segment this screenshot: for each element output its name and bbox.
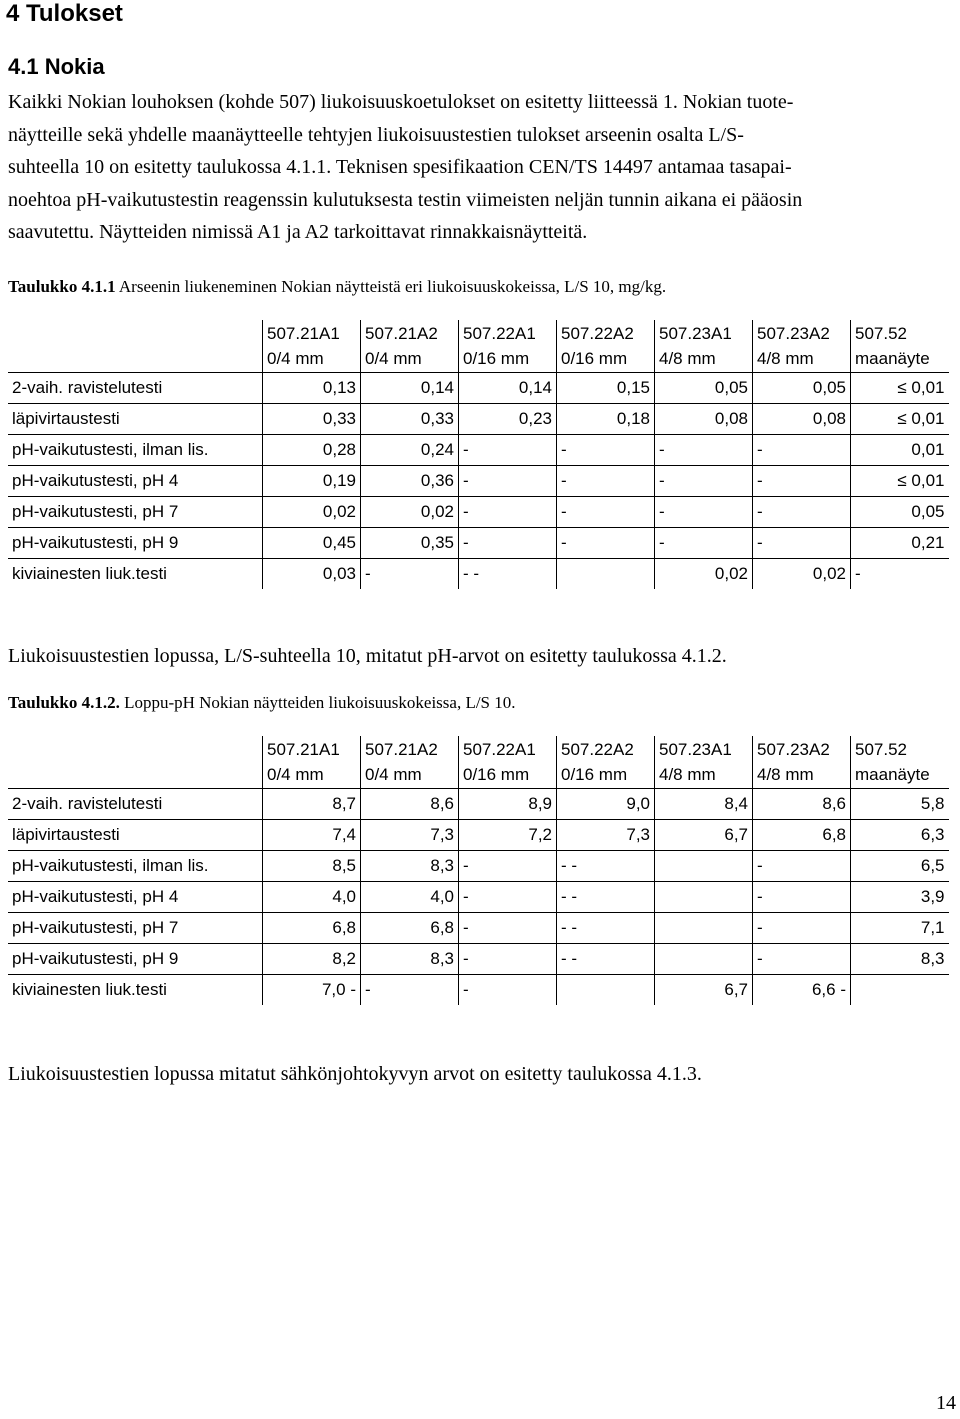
table-cell xyxy=(655,913,753,944)
table-cell xyxy=(655,944,753,975)
row-label: pH-vaikutustesti, pH 7 xyxy=(8,913,263,944)
table-cell: - xyxy=(753,913,851,944)
sample-id: 507.52 xyxy=(855,740,907,759)
column-header xyxy=(753,736,851,789)
table-cell: - xyxy=(753,944,851,975)
table-cell: - - xyxy=(557,851,655,882)
paragraph-line: Kaikki Nokian louhoksen (kohde 507) liukoisuuskoetulokset on esitetty liitteessä 1. Nokian tuote- xyxy=(8,91,794,113)
table-cell: - xyxy=(459,882,557,913)
table-cell: - xyxy=(753,851,851,882)
table-cell: ≤ 0,01 xyxy=(851,373,949,404)
intro-paragraph xyxy=(8,86,954,249)
sample-fraction: maanäyte xyxy=(855,349,930,368)
table2-caption xyxy=(8,693,516,713)
sample-id: 507.22A2 xyxy=(561,740,634,759)
table-cell: 0,01 xyxy=(851,435,949,466)
table-row xyxy=(8,789,949,820)
table-cell: 8,7 xyxy=(263,789,361,820)
sample-fraction: 0/16 mm xyxy=(561,765,628,784)
table-cell: - xyxy=(557,497,655,528)
sample-fraction: maanäyte xyxy=(855,765,930,784)
table-row xyxy=(8,851,949,882)
table-cell xyxy=(851,975,949,1006)
column-header xyxy=(655,320,753,373)
table-cell: 7,4 xyxy=(263,820,361,851)
table-cell: 8,3 xyxy=(361,851,459,882)
row-label: pH-vaikutustesti, ilman lis. xyxy=(8,851,263,882)
table-cell: 0,05 xyxy=(851,497,949,528)
table-cell: - - xyxy=(557,882,655,913)
section-heading: 4 Tulokset xyxy=(6,0,123,27)
table-cell: - xyxy=(459,944,557,975)
table-row xyxy=(8,559,949,590)
table-cell: 8,3 xyxy=(851,944,949,975)
table-row xyxy=(8,528,949,559)
paragraph-line: saavutettu. Näytteiden nimissä A1 ja A2 tarkoittavat rinnakkaisnäytteitä. xyxy=(8,221,588,243)
table-cell: 6,3 xyxy=(851,820,949,851)
paragraph-line: noehtoa pH-vaikutustestin reagenssin kulutuksesta testin viimeisten neljän tunnin aikana ei pääosin xyxy=(8,188,803,211)
row-label: pH-vaikutustesti, pH 9 xyxy=(8,944,263,975)
sample-id: 507.21A1 xyxy=(267,740,340,759)
column-header xyxy=(263,736,361,789)
table-cell: - xyxy=(459,435,557,466)
table-cell: 3,9 xyxy=(851,882,949,913)
table-cell: - xyxy=(557,466,655,497)
arsenic-table xyxy=(8,320,949,589)
table-cell: - - xyxy=(557,913,655,944)
paragraph-line: näytteille sekä yhdelle maanäytteelle tehtyjen liukoisuustestien tulokset arseenin osalta L/S- xyxy=(8,123,744,146)
sample-id: 507.23A1 xyxy=(659,324,732,343)
table-cell: 0,35 xyxy=(361,528,459,559)
row-label: läpivirtaustesti xyxy=(8,404,263,435)
page-number: 14 xyxy=(936,1392,956,1414)
column-header xyxy=(753,320,851,373)
table-cell: - xyxy=(655,528,753,559)
table-cell: 6,6 - xyxy=(753,975,851,1006)
table-cell: 0,02 xyxy=(361,497,459,528)
table-cell: - xyxy=(655,435,753,466)
arsenic-table-body xyxy=(8,320,949,589)
sample-fraction: 4/8 mm xyxy=(659,765,716,784)
table-cell: 5,8 xyxy=(851,789,949,820)
table-cell: 0,21 xyxy=(851,528,949,559)
table-cell: - - xyxy=(557,944,655,975)
table-header-row xyxy=(8,736,949,789)
table-cell: 8,6 xyxy=(361,789,459,820)
table-cell: 4,0 xyxy=(361,882,459,913)
table-row xyxy=(8,497,949,528)
table-cell: 0,05 xyxy=(753,373,851,404)
table-cell: 0,14 xyxy=(459,373,557,404)
table1-caption xyxy=(8,277,666,297)
table-cell: - - xyxy=(459,559,557,590)
row-label: pH-vaikutustesti, pH 7 xyxy=(8,497,263,528)
sample-fraction: 4/8 mm xyxy=(757,349,814,368)
sample-fraction: 0/4 mm xyxy=(365,349,422,368)
table-cell: - xyxy=(851,559,949,590)
table2-caption-text: Loppu-pH Nokian näytteiden liukoisuuskokeissa, L/S 10. xyxy=(119,693,516,712)
table-row xyxy=(8,944,949,975)
between-paragraph: Liukoisuustestien lopussa, L/S-suhteella 10, mitatut pH-arvot on esitetty taulukossa 4.1.2. xyxy=(8,645,727,667)
table-cell xyxy=(557,975,655,1006)
row-label: pH-vaikutustesti, pH 4 xyxy=(8,466,263,497)
table-cell: - xyxy=(655,466,753,497)
sample-id: 507.23A2 xyxy=(757,324,830,343)
sample-id: 507.23A2 xyxy=(757,740,830,759)
row-label: 2-vaih. ravistelutesti xyxy=(8,373,263,404)
sample-fraction: 0/4 mm xyxy=(267,349,324,368)
row-label: pH-vaikutustesti, pH 9 xyxy=(8,528,263,559)
sample-id: 507.22A1 xyxy=(463,740,536,759)
table-cell: - xyxy=(459,466,557,497)
table-cell: 0,15 xyxy=(557,373,655,404)
table-row xyxy=(8,913,949,944)
table-cell: 0,33 xyxy=(263,404,361,435)
table-cell: 0,28 xyxy=(263,435,361,466)
table-cell: 8,6 xyxy=(753,789,851,820)
sample-fraction: 0/4 mm xyxy=(365,765,422,784)
ph-table-body xyxy=(8,736,949,1005)
table-cell: 8,4 xyxy=(655,789,753,820)
column-header xyxy=(851,736,949,789)
table-cell: 8,3 xyxy=(361,944,459,975)
table-cell: 0,08 xyxy=(753,404,851,435)
table-row xyxy=(8,882,949,913)
paragraph-line: suhteella 10 on esitetty taulukossa 4.1.1. Teknisen spesifikaation CEN/TS 14497 antamaa tasapai- xyxy=(8,156,792,178)
sample-id: 507.22A2 xyxy=(561,324,634,343)
row-label: pH-vaikutustesti, ilman lis. xyxy=(8,435,263,466)
row-label: 2-vaih. ravistelutesti xyxy=(8,789,263,820)
row-label: kiviainesten liuk.testi xyxy=(12,980,167,999)
table-row xyxy=(8,435,949,466)
column-header xyxy=(557,320,655,373)
table-row xyxy=(8,820,949,851)
table1-caption-text: Arseenin liukeneminen Nokian näytteistä eri liukoisuuskokeissa, L/S 10, mg/kg. xyxy=(115,277,667,296)
table-row xyxy=(8,466,949,497)
table-cell: 6,7 xyxy=(655,975,753,1006)
table-cell: - xyxy=(459,497,557,528)
table-cell: 6,7 xyxy=(655,820,753,851)
column-header xyxy=(361,736,459,789)
table-cell: - xyxy=(459,851,557,882)
table-cell: - xyxy=(557,435,655,466)
column-header xyxy=(361,320,459,373)
table-cell: 0,03 xyxy=(263,559,361,590)
table-cell: 0,02 xyxy=(753,559,851,590)
table-cell xyxy=(655,882,753,913)
sample-id: 507.21A1 xyxy=(267,324,340,343)
table-cell: - xyxy=(753,466,851,497)
table-cell: 0,36 xyxy=(361,466,459,497)
closing-paragraph: Liukoisuustestien lopussa mitatut sähkönjohtokyvyn arvot on esitetty taulukossa 4.1.3. xyxy=(8,1063,702,1085)
column-header xyxy=(851,320,949,373)
sample-id: 507.23A1 xyxy=(659,740,732,759)
table-cell: 0,19 xyxy=(263,466,361,497)
column-header xyxy=(557,736,655,789)
table-cell: 8,9 xyxy=(459,789,557,820)
table-header-row xyxy=(8,320,949,373)
sample-fraction: 0/16 mm xyxy=(561,349,628,368)
sample-fraction: 4/8 mm xyxy=(659,349,716,368)
table-cell: 7,3 xyxy=(557,820,655,851)
table-cell: 7,0 - xyxy=(263,975,361,1006)
table2-caption-label: Taulukko 4.1.2. xyxy=(8,693,120,712)
table-cell: 0,33 xyxy=(361,404,459,435)
table-cell: 7,2 xyxy=(459,820,557,851)
table-cell: 0,08 xyxy=(655,404,753,435)
table-cell: 6,8 xyxy=(361,913,459,944)
table-cell: 6,5 xyxy=(851,851,949,882)
table-cell: - xyxy=(459,975,557,1006)
table-cell: 0,18 xyxy=(557,404,655,435)
table-cell: 8,2 xyxy=(263,944,361,975)
table-cell: 0,45 xyxy=(263,528,361,559)
sample-id: 507.21A2 xyxy=(365,324,438,343)
table-cell: 6,8 xyxy=(263,913,361,944)
header-corner-cell xyxy=(8,320,263,373)
column-header xyxy=(263,320,361,373)
table-cell: - xyxy=(459,913,557,944)
row-label: pH-vaikutustesti, pH 4 xyxy=(8,882,263,913)
subsection-heading: 4.1 Nokia xyxy=(8,54,105,79)
table-cell: 7,1 xyxy=(851,913,949,944)
table-cell: - xyxy=(655,497,753,528)
table-cell: ≤ 0,01 xyxy=(851,404,949,435)
table-cell: 8,5 xyxy=(263,851,361,882)
table-row xyxy=(8,404,949,435)
table-cell: 0,02 xyxy=(263,497,361,528)
row-label: läpivirtaustesti xyxy=(8,820,263,851)
sample-fraction: 4/8 mm xyxy=(757,765,814,784)
header-corner-cell xyxy=(8,736,263,789)
table-cell: 0,23 xyxy=(459,404,557,435)
table-cell: - xyxy=(361,559,459,590)
table-cell xyxy=(655,851,753,882)
table-cell: 7,3 xyxy=(361,820,459,851)
table-row xyxy=(8,373,949,404)
column-header xyxy=(459,736,557,789)
table-cell: 0,02 xyxy=(655,559,753,590)
table-cell: - xyxy=(557,528,655,559)
table-cell: - xyxy=(753,882,851,913)
sample-id: 507.52 xyxy=(855,324,907,343)
table-cell: 6,8 xyxy=(753,820,851,851)
sample-fraction: 0/16 mm xyxy=(463,349,530,368)
table-cell: 0,05 xyxy=(655,373,753,404)
table-cell: - xyxy=(753,497,851,528)
table-cell: - xyxy=(459,528,557,559)
table-cell: - xyxy=(753,528,851,559)
table-cell: 4,0 xyxy=(263,882,361,913)
sample-id: 507.22A1 xyxy=(463,324,536,343)
ph-table xyxy=(8,736,949,1005)
sample-fraction: 0/16 mm xyxy=(463,765,530,784)
table-cell: 0,14 xyxy=(361,373,459,404)
row-label: kiviainesten liuk.testi xyxy=(12,564,167,583)
table-cell: 0,13 xyxy=(263,373,361,404)
table1-caption-label: Taulukko 4.1.1 xyxy=(8,277,116,296)
table-cell: 0,24 xyxy=(361,435,459,466)
table-cell: 9,0 xyxy=(557,789,655,820)
column-header xyxy=(655,736,753,789)
sample-fraction: 0/4 mm xyxy=(267,765,324,784)
table-cell xyxy=(557,559,655,590)
table-row xyxy=(8,975,949,1006)
table-cell: ≤ 0,01 xyxy=(851,466,949,497)
sample-id: 507.21A2 xyxy=(365,740,438,759)
table-cell: - xyxy=(361,975,459,1006)
table-cell: - xyxy=(753,435,851,466)
column-header xyxy=(459,320,557,373)
